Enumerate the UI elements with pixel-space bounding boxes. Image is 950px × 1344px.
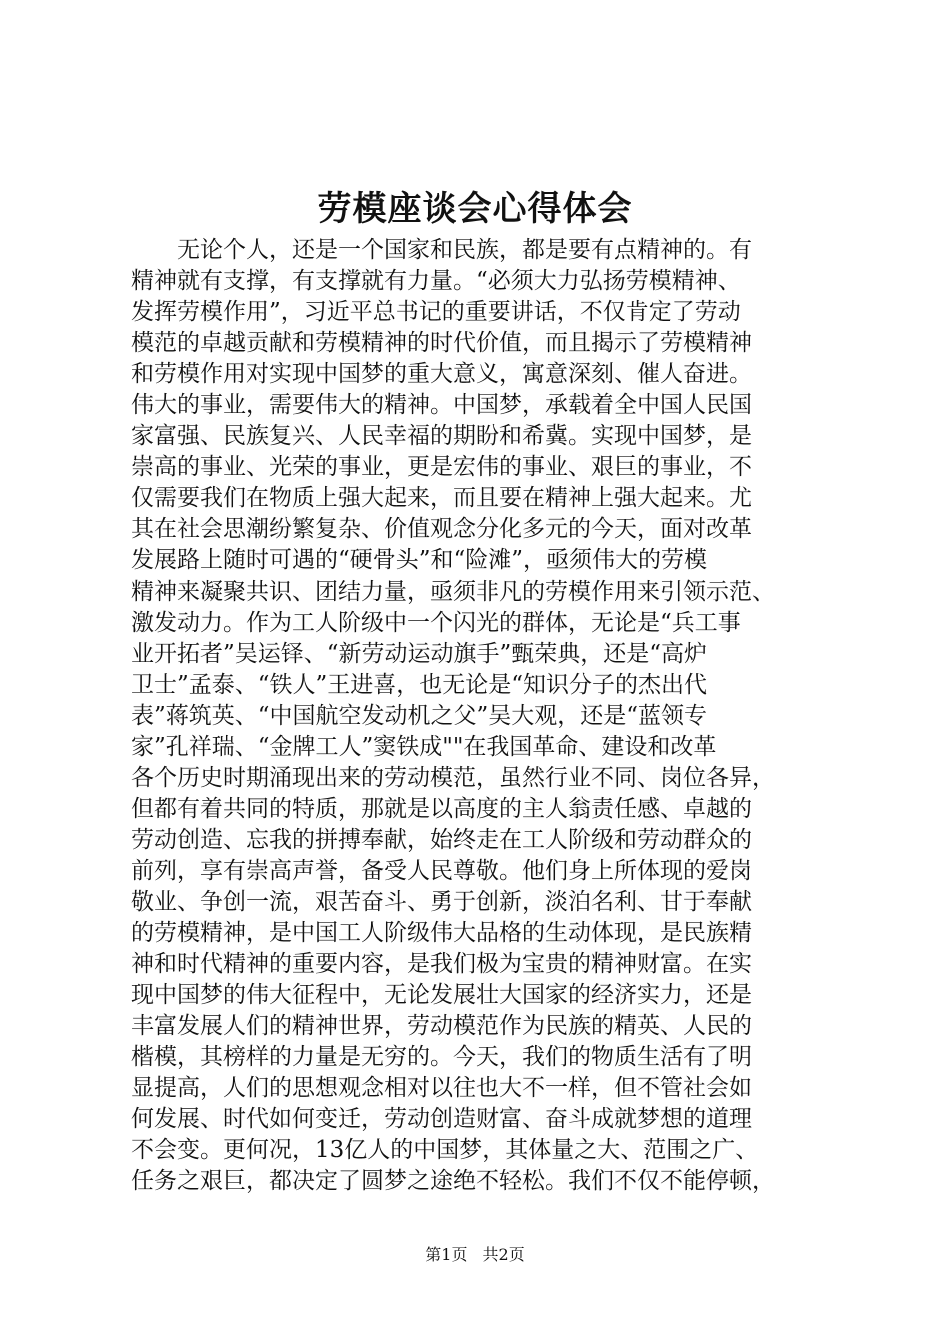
body-line: 精神来凝聚共识、团结力量，亟须非凡的劳模作用来引领示范、 — [131, 578, 775, 605]
body-line: 任务之艰巨，都决定了圆梦之途绝不轻松。我们不仅不能停顿， — [131, 1168, 775, 1195]
page-total: 共2页 — [482, 1245, 525, 1264]
body-line: 各个历史时期涌现出来的劳动模范，虽然行业不同、岗位各异， — [131, 764, 775, 791]
body-line: 丰富发展人们的精神世界，劳动模范作为民族的精英、人民的 — [131, 1013, 752, 1040]
body-line: 敬业、争创一流，艰苦奋斗、勇于创新，淡泊名利、甘于奉献 — [131, 888, 752, 915]
body-line: 家”孔祥瑞、“金牌工人”窦铁成""在我国革命、建设和改革 — [131, 733, 717, 760]
body-line: 不会变。更何况，13亿人的中国梦，其体量之大、范围之广、 — [131, 1137, 759, 1164]
body-line: 发挥劳模作用”，习近平总书记的重要讲话，不仅肯定了劳动 — [131, 299, 741, 326]
body-line: 楷模，其榜样的力量是无穷的。今天，我们的物质生活有了明 — [131, 1044, 752, 1071]
body-line: 仅需要我们在物质上强大起来，而且要在精神上强大起来。尤 — [131, 485, 752, 512]
body-line: 精神就有支撑，有支撑就有力量。“必须大力弘扬劳模精神、 — [131, 268, 741, 295]
body-line: 伟大的事业，需要伟大的精神。中国梦，承载着全中国人民国 — [131, 392, 752, 419]
body-line: 激发动力。作为工人阶级中一个闪光的群体，无论是“兵工事 — [131, 609, 741, 636]
body-line: 崇高的事业、光荣的事业，更是宏伟的事业、艰巨的事业，不 — [131, 454, 752, 481]
body-line: 其在社会思潮纷繁复杂、价值观念分化多元的今天，面对改革 — [131, 516, 752, 543]
page-footer — [0, 1244, 950, 1266]
body-line: 表”蒋筑英、“中国航空发动机之父”吴大观，还是“蓝领专 — [131, 702, 708, 729]
body-line: 何发展、时代如何变迁，劳动创造财富、奋斗成就梦想的道理 — [131, 1106, 752, 1133]
body-line: 前列，享有崇高声誉，备受人民尊敬。他们身上所体现的爱岗 — [131, 857, 752, 884]
page-number: 第1页 — [425, 1245, 468, 1264]
body-line: 无论个人，还是一个国家和民族，都是要有点精神的。有 — [131, 237, 752, 263]
body-line: 卫士”孟泰、“铁人”王进喜，也无论是“知识分子的杰出代 — [131, 671, 708, 698]
document-body — [131, 235, 831, 1197]
body-line: 现中国梦的伟大征程中，无论发展壮大国家的经济实力，还是 — [131, 982, 752, 1009]
body-line: 显提高，人们的思想观念相对以往也大不一样，但不管社会如 — [131, 1075, 752, 1102]
body-line: 但都有着共同的特质，那就是以高度的主人翁责任感、卓越的 — [131, 795, 752, 822]
body-line: 的劳模精神，是中国工人阶级伟大品格的生动体现，是民族精 — [131, 920, 752, 947]
body-line: 和劳模作用对实现中国梦的重大意义，寓意深刻、催人奋进。 — [131, 361, 752, 388]
body-line: 业开拓者”吴运铎、“新劳动运动旗手”甄荣典，还是“高炉 — [131, 640, 708, 667]
body-line: 家富强、民族复兴、人民幸福的期盼和希冀。实现中国梦，是 — [131, 423, 752, 450]
body-line: 发展路上随时可遇的“硬骨头”和“险滩”，亟须伟大的劳模 — [131, 547, 708, 574]
body-line: 神和时代精神的重要内容，是我们极为宝贵的精神财富。在实 — [131, 951, 752, 978]
document-title: 劳模座谈会心得体会 — [317, 189, 633, 229]
body-line: 模范的卓越贡献和劳模精神的时代价值，而且揭示了劳模精神 — [131, 330, 752, 357]
body-line: 劳动创造、忘我的拼搏奉献，始终走在工人阶级和劳动群众的 — [131, 826, 752, 853]
